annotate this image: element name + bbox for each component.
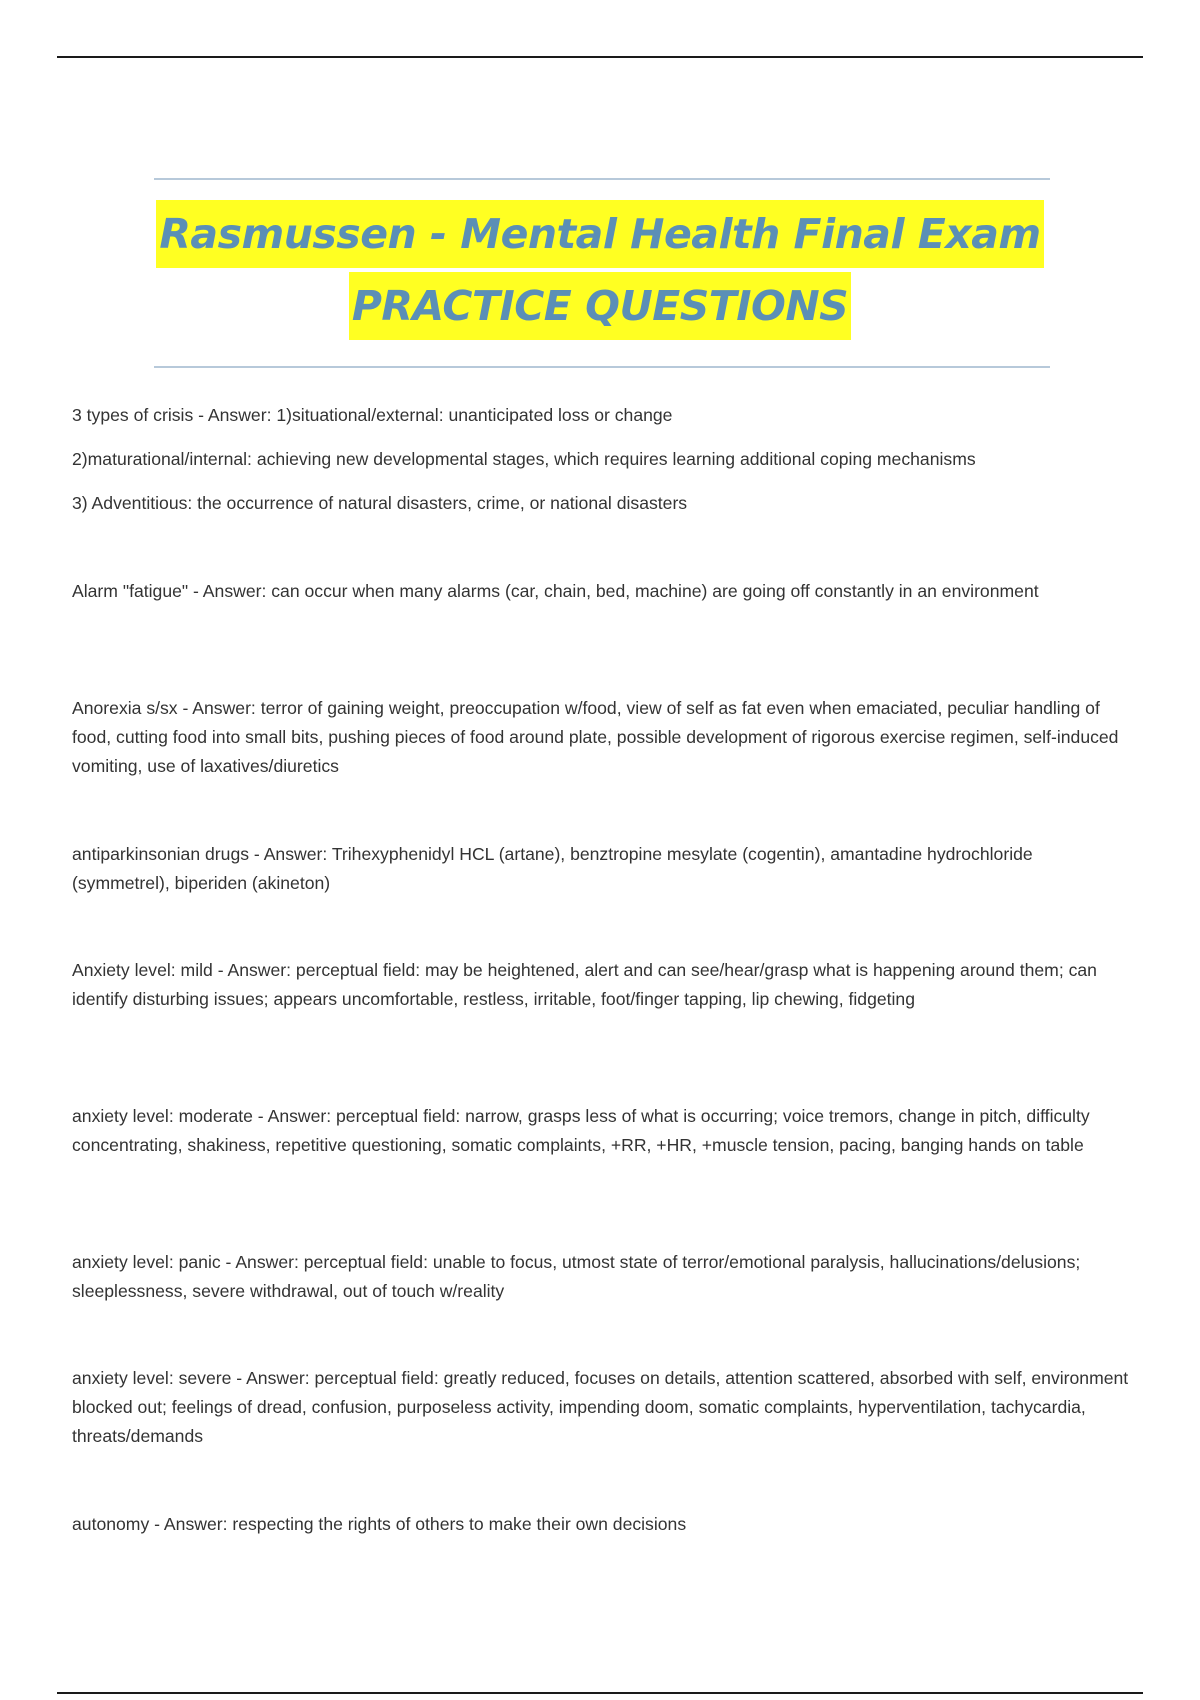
page-top-rule <box>57 56 1143 58</box>
qa-entry: anxiety level: moderate - Answer: perceptual field: narrow, grasps less of what is occurring; voice tremors, change in pitch, difficulty concentrating, shakiness, repetitive questioning, somatic complaints, +RR, +HR, +muscle tension, pacing, banging hands on table <box>72 1106 1090 1155</box>
qa-entry: 3 types of crisis - Answer: 1)situational/external: unanticipated loss or change <box>72 405 673 425</box>
document-title <box>100 200 1100 340</box>
qa-entry: antiparkinsonian drugs - Answer: Trihexyphenidyl HCL (artane), benztropine mesylate (cogentin), amantadine hydrochloride (symmetrel), biperiden (akineton) <box>72 844 1033 893</box>
qa-entry: Anxiety level: mild - Answer: perceptual field: may be heightened, alert and can see/hear/grasp what is happening around them; can identify disturbing issues; appears uncomfortable, restless, irritable, foot/finger tapping, lip chewing, fidgeting <box>72 960 1097 1009</box>
qa-entry: 2)maturational/internal: achieving new developmental stages, which requires learning additional coping mechanisms <box>72 449 976 469</box>
qa-entry: anxiety level: severe - Answer: perceptual field: greatly reduced, focuses on details, attention scattered, absorbed with self, environment blocked out; feelings of dread, confusion, purposeless activity, impending doom, somatic complaints, hyperventilation, tachycardia, threats/demands <box>72 1368 1129 1446</box>
page-bottom-rule <box>57 1692 1143 1694</box>
qa-entry: autonomy - Answer: respecting the rights of others to make their own decisions <box>72 1514 687 1534</box>
title-line-2: PRACTICE QUESTIONS <box>349 272 851 340</box>
title-bottom-divider <box>154 366 1050 368</box>
qa-entry: anxiety level: panic - Answer: perceptual field: unable to focus, utmost state of terror/emotional paralysis, hallucinations/delusions; sleeplessness, severe withdrawal, out of touch w/reality <box>72 1252 1081 1301</box>
qa-entry: Alarm "fatigue" - Answer: can occur when many alarms (car, chain, bed, machine) are going off constantly in an environment <box>72 581 1039 601</box>
qa-entry: Anorexia s/sx - Answer: terror of gaining weight, preoccupation w/food, view of self as fat even when emaciated, peculiar handling of food, cutting food into small bits, pushing pieces of food around plate, possible development of rigorous exercise regimen, self-induced vomiting, use of laxatives/diuretics <box>72 698 1119 776</box>
title-top-divider <box>154 178 1050 180</box>
title-line-1: Rasmussen - Mental Health Final Exam <box>156 200 1043 268</box>
qa-entry: 3) Adventitious: the occurrence of natural disasters, crime, or national disasters <box>72 493 688 513</box>
